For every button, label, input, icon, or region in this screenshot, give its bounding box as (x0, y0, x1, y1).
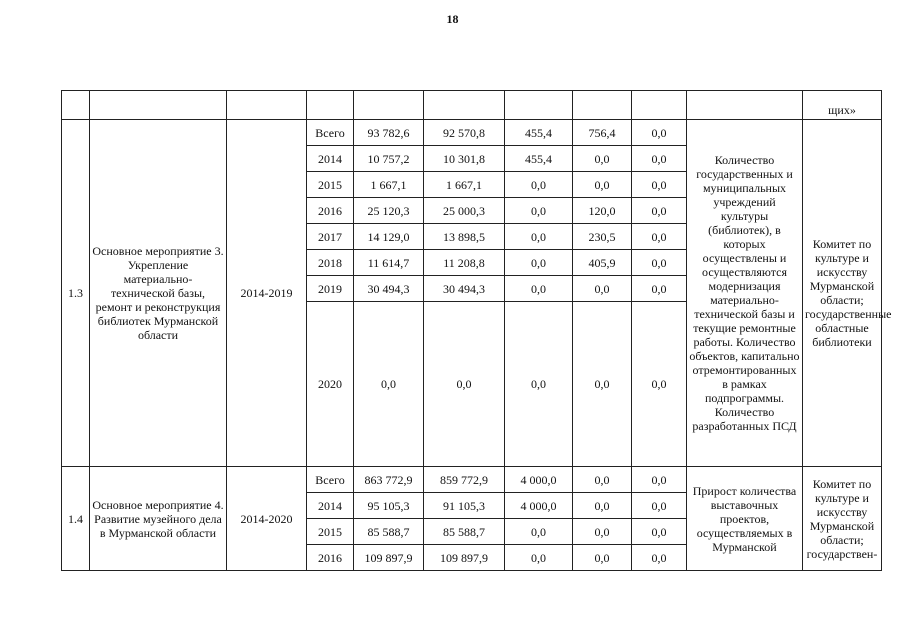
source1-cell: 91 105,3 (424, 493, 505, 519)
period-cell: 2014-2020 (227, 467, 307, 571)
indicators-cell: Количество государственных и муниципальных учреждений культуры (библиотек), в которых осуществлены и осуществляются модернизация материально-технической базы и текущие ремонтные работы. Количество объектов, капитально отремонтированных в рамках подпрограммы. Количество разработанных ПСД (687, 120, 803, 467)
source2-cell: 0,0 (505, 172, 573, 198)
source1-cell: 0,0 (424, 302, 505, 467)
source4-cell: 0,0 (632, 224, 687, 250)
source1-cell: 13 898,5 (424, 224, 505, 250)
source1-cell: 10 301,8 (424, 146, 505, 172)
header-cell (227, 91, 307, 120)
table-row (62, 120, 882, 146)
year-cell: 2017 (307, 224, 354, 250)
source1-cell: 25 000,3 (424, 198, 505, 224)
source2-cell: 0,0 (505, 545, 573, 571)
total-cell: 109 897,9 (354, 545, 424, 571)
source4-cell: 0,0 (632, 519, 687, 545)
source3-cell: 0,0 (573, 519, 632, 545)
source3-cell: 0,0 (573, 302, 632, 467)
source2-cell: 0,0 (505, 250, 573, 276)
year-cell: 2020 (307, 302, 354, 467)
source4-cell: 0,0 (632, 493, 687, 519)
table-header-row (62, 91, 882, 120)
row-number: 1.3 (62, 120, 90, 467)
source1-cell: 92 570,8 (424, 120, 505, 146)
program-table (61, 90, 892, 571)
executor-cell: Комитет по культуре и искусству Мурманской области; государственные областные библиотеки (803, 120, 882, 467)
header-cell (90, 91, 227, 120)
year-cell: 2019 (307, 276, 354, 302)
source2-cell: 0,0 (505, 302, 573, 467)
source1-cell: 109 897,9 (424, 545, 505, 571)
source4-cell: 0,0 (632, 146, 687, 172)
total-cell: 95 105,3 (354, 493, 424, 519)
source3-cell: 0,0 (573, 172, 632, 198)
source3-cell: 120,0 (573, 198, 632, 224)
table-row (62, 467, 882, 493)
year-cell: 2015 (307, 519, 354, 545)
source1-cell: 859 772,9 (424, 467, 505, 493)
source3-cell: 0,0 (573, 276, 632, 302)
source3-cell: 230,5 (573, 224, 632, 250)
source3-cell: 0,0 (573, 146, 632, 172)
total-cell: 11 614,7 (354, 250, 424, 276)
source3-cell: 405,9 (573, 250, 632, 276)
source3-cell: 756,4 (573, 120, 632, 146)
total-cell: 93 782,6 (354, 120, 424, 146)
source4-cell: 0,0 (632, 467, 687, 493)
source4-cell: 0,0 (632, 120, 687, 146)
source1-cell: 30 494,3 (424, 276, 505, 302)
year-cell: 2015 (307, 172, 354, 198)
row-number: 1.4 (62, 467, 90, 571)
header-cell (573, 91, 632, 120)
source2-cell: 0,0 (505, 519, 573, 545)
source3-cell: 0,0 (573, 545, 632, 571)
year-cell: Всего (307, 467, 354, 493)
year-cell: 2014 (307, 146, 354, 172)
source2-cell: 455,4 (505, 146, 573, 172)
year-cell: 2014 (307, 493, 354, 519)
source2-cell: 0,0 (505, 224, 573, 250)
executor-header-cell: щих» (803, 91, 882, 120)
year-cell: 2016 (307, 545, 354, 571)
source4-cell: 0,0 (632, 198, 687, 224)
measure-name: Основное мероприятие 4. Развитие музейного дела в Мурманской области (90, 467, 227, 571)
header-cell (687, 91, 803, 120)
measure-name: Основное мероприятие 3. Укрепление материально-технической базы, ремонт и реконструкция библиотек Мурманской области (90, 120, 227, 467)
source1-cell: 11 208,8 (424, 250, 505, 276)
source2-cell: 455,4 (505, 120, 573, 146)
year-cell: 2016 (307, 198, 354, 224)
header-cell (307, 91, 354, 120)
source2-cell: 0,0 (505, 276, 573, 302)
total-cell: 1 667,1 (354, 172, 424, 198)
total-cell: 10 757,2 (354, 146, 424, 172)
total-cell: 863 772,9 (354, 467, 424, 493)
source1-cell: 1 667,1 (424, 172, 505, 198)
header-cell (505, 91, 573, 120)
source3-cell: 0,0 (573, 467, 632, 493)
source2-cell: 4 000,0 (505, 493, 573, 519)
page-number: 18 (446, 12, 459, 26)
year-cell: Всего (307, 120, 354, 146)
source2-cell: 4 000,0 (505, 467, 573, 493)
source4-cell: 0,0 (632, 302, 687, 467)
header-cell (62, 91, 90, 120)
header-cell (632, 91, 687, 120)
source2-cell: 0,0 (505, 198, 573, 224)
header-cell (424, 91, 505, 120)
total-cell: 30 494,3 (354, 276, 424, 302)
source1-cell: 85 588,7 (424, 519, 505, 545)
total-cell: 85 588,7 (354, 519, 424, 545)
source4-cell: 0,0 (632, 276, 687, 302)
period-cell: 2014-2019 (227, 120, 307, 467)
source4-cell: 0,0 (632, 250, 687, 276)
total-cell: 14 129,0 (354, 224, 424, 250)
total-cell: 0,0 (354, 302, 424, 467)
source3-cell: 0,0 (573, 493, 632, 519)
source4-cell: 0,0 (632, 545, 687, 571)
header-cell (354, 91, 424, 120)
executor-cell: Комитет по культуре и искусству Мурманской области; государствен- (803, 467, 882, 571)
year-cell: 2018 (307, 250, 354, 276)
source4-cell: 0,0 (632, 172, 687, 198)
total-cell: 25 120,3 (354, 198, 424, 224)
indicators-cell: Прирост количества выставочных проектов, осуществляемых в Мурманской (687, 467, 803, 571)
